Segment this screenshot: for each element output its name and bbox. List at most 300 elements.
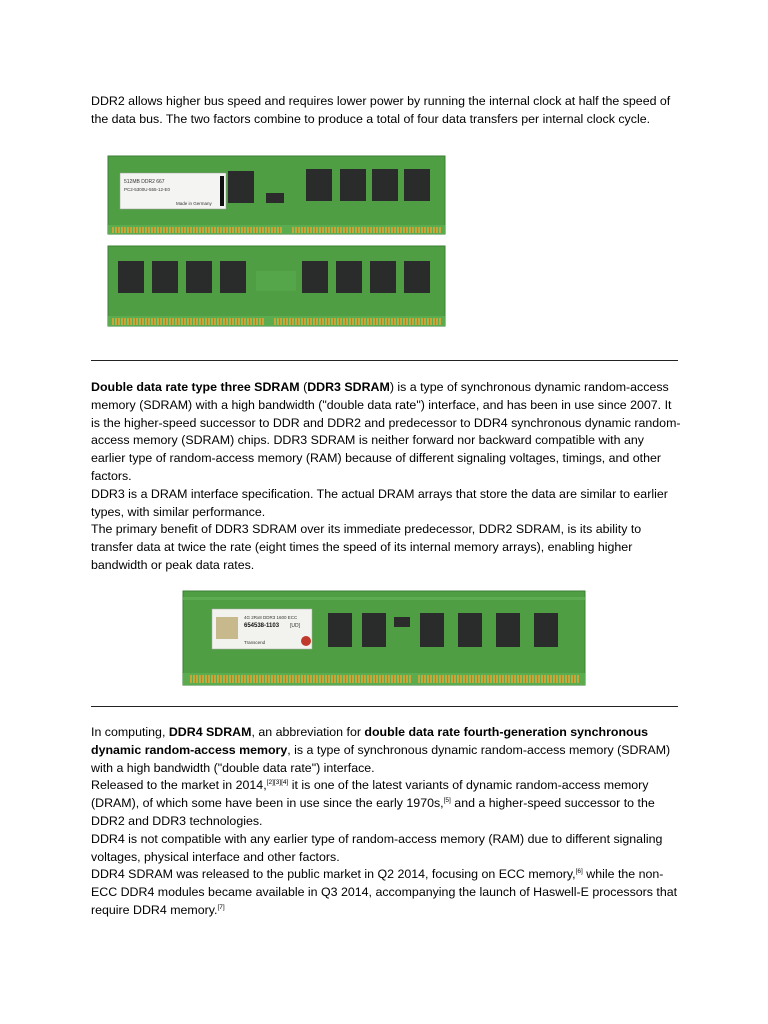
section-divider-1	[91, 360, 678, 361]
gold-contact	[286, 675, 288, 683]
gold-contact	[277, 675, 279, 683]
gold-contact	[181, 227, 183, 233]
gold-contact	[295, 675, 297, 683]
gold-contact	[418, 227, 420, 233]
gold-contact	[298, 675, 300, 683]
gold-contact	[532, 675, 534, 683]
gold-contact	[124, 318, 126, 325]
gold-contact	[199, 227, 201, 233]
gold-contact	[325, 227, 327, 233]
gold-contact	[457, 675, 459, 683]
gold-contact	[217, 675, 219, 683]
gold-contact	[448, 675, 450, 683]
gold-contact	[430, 227, 432, 233]
gold-contact	[373, 227, 375, 233]
gold-contact	[283, 675, 285, 683]
gold-contact	[484, 675, 486, 683]
ddr4-text-abbrev: , an abbreviation for	[251, 725, 365, 739]
gold-contact	[445, 675, 447, 683]
gold-contact	[151, 227, 153, 233]
gold-contact	[373, 318, 375, 325]
gold-contact	[118, 227, 120, 233]
gold-contact	[118, 318, 120, 325]
gold-contact	[436, 675, 438, 683]
gold-contact	[265, 227, 267, 233]
gold-contact	[439, 227, 441, 233]
gold-contact	[256, 227, 258, 233]
gold-contact	[235, 318, 237, 325]
gold-contact	[418, 675, 420, 683]
gold-contact	[409, 227, 411, 233]
gold-contact	[181, 318, 183, 325]
gold-contact	[523, 675, 525, 683]
gold-contact	[166, 318, 168, 325]
gold-contact	[409, 675, 411, 683]
gold-contact	[310, 318, 312, 325]
gold-contact	[355, 227, 357, 233]
gold-contact	[142, 227, 144, 233]
ddr4-paragraph-2	[91, 777, 681, 830]
gold-contact	[190, 318, 192, 325]
gold-contact	[337, 318, 339, 325]
gold-contact	[307, 318, 309, 325]
ddr3-paragraph-2: DDR3 is a DRAM interface specification. The actual DRAM arrays that store the data are similar to earlier types, with similar performance.	[91, 486, 668, 519]
gold-contact	[190, 675, 192, 683]
gold-contact	[430, 318, 432, 325]
gold-contact	[352, 318, 354, 325]
gold-contact	[334, 227, 336, 233]
ddr2-ram-stick-front	[108, 156, 445, 234]
gold-contact	[361, 675, 363, 683]
gold-contact	[421, 227, 423, 233]
gold-contact	[208, 318, 210, 325]
gold-contact	[565, 675, 567, 683]
gold-contact	[259, 675, 261, 683]
gold-contact	[415, 227, 417, 233]
gold-contact	[412, 227, 414, 233]
gold-contact	[253, 227, 255, 233]
gold-contact	[358, 675, 360, 683]
gold-contact	[226, 318, 228, 325]
gold-contact	[400, 675, 402, 683]
gold-contact	[148, 227, 150, 233]
gold-contact	[175, 318, 177, 325]
gold-contact	[340, 227, 342, 233]
gold-contact	[154, 227, 156, 233]
gold-contact	[262, 227, 264, 233]
gold-contact	[223, 227, 225, 233]
gold-contact	[283, 318, 285, 325]
citation-2-3-4[interactable]: [2][3][4]	[266, 779, 289, 787]
gold-contact	[331, 227, 333, 233]
citation-6[interactable]: [6]	[575, 868, 583, 876]
gold-contact	[256, 318, 258, 325]
gold-contact	[343, 318, 345, 325]
gold-contact	[373, 675, 375, 683]
gold-contact	[331, 675, 333, 683]
gold-contact	[433, 227, 435, 233]
gold-contact	[313, 675, 315, 683]
gold-contact	[286, 318, 288, 325]
gold-contact	[127, 318, 129, 325]
gold-contact	[238, 227, 240, 233]
gold-contact	[424, 318, 426, 325]
gold-contact	[241, 675, 243, 683]
gold-contact	[223, 675, 225, 683]
gold-contact	[487, 675, 489, 683]
gold-contact	[403, 227, 405, 233]
gold-contact	[571, 675, 573, 683]
gold-contact	[271, 675, 273, 683]
ddr2-label-line-3: Made in Germany	[176, 201, 212, 206]
gold-contact	[178, 318, 180, 325]
gold-contact	[157, 318, 159, 325]
gold-contact	[304, 318, 306, 325]
gold-contact	[241, 227, 243, 233]
gold-contact	[220, 318, 222, 325]
gold-contact	[391, 227, 393, 233]
gold-contact	[193, 318, 195, 325]
gold-contact	[364, 227, 366, 233]
gold-contact	[223, 318, 225, 325]
gold-contact	[229, 318, 231, 325]
gold-contact	[274, 318, 276, 325]
gold-contact	[244, 318, 246, 325]
gold-contact	[367, 318, 369, 325]
gold-contact	[427, 318, 429, 325]
gold-contact	[376, 227, 378, 233]
ddr3-label-line-2: 654538-1103	[244, 623, 280, 629]
gold-contact	[154, 318, 156, 325]
gold-contact	[346, 675, 348, 683]
gold-contact	[406, 675, 408, 683]
gold-contact	[478, 675, 480, 683]
gold-contact	[502, 675, 504, 683]
ddr3-label-line-1: 4G 2Rx8 DDR3 1600 ECC	[244, 615, 298, 620]
ddr2-label-line-1: 512MB DDR2 667	[124, 179, 165, 185]
gold-contact	[424, 227, 426, 233]
gold-contact	[403, 318, 405, 325]
gold-contact	[289, 318, 291, 325]
gold-contact	[391, 318, 393, 325]
gold-contact	[241, 318, 243, 325]
gold-contact	[439, 675, 441, 683]
gold-contact	[400, 318, 402, 325]
ddr2-paragraph	[91, 93, 681, 129]
gold-contact	[370, 675, 372, 683]
gold-contact	[250, 318, 252, 325]
gold-contact	[304, 227, 306, 233]
gold-contact	[163, 227, 165, 233]
gold-contact	[274, 675, 276, 683]
gold-contact	[520, 675, 522, 683]
gold-contact	[307, 227, 309, 233]
gold-contact	[418, 318, 420, 325]
gold-contact	[160, 227, 162, 233]
gold-contact	[316, 675, 318, 683]
ddr4-term-full: double data rate fourth-generation synchronous dynamic random-access memory	[91, 725, 649, 757]
gold-contact	[379, 675, 381, 683]
gold-contact	[169, 318, 171, 325]
gold-contact	[460, 675, 462, 683]
gold-contact	[205, 318, 207, 325]
gold-contact	[382, 318, 384, 325]
gold-contact	[331, 318, 333, 325]
gold-contact	[250, 227, 252, 233]
gold-contact	[493, 675, 495, 683]
gold-contact	[289, 675, 291, 683]
gold-contact	[214, 675, 216, 683]
gold-contact	[295, 227, 297, 233]
gold-contact	[268, 227, 270, 233]
gold-contact	[169, 227, 171, 233]
section-divider-2	[91, 706, 678, 707]
gold-contact	[265, 675, 267, 683]
gold-contact	[403, 675, 405, 683]
gold-contact	[454, 675, 456, 683]
ddr2-ram-stick-back	[108, 246, 445, 326]
gold-contact	[316, 227, 318, 233]
ddr4-p4-text-2: while the non-ECC DDR4 modules became available in Q3 2014, accompanying the launch of Haswell-E processors that require DDR4 memory.	[91, 867, 678, 917]
ddr3-section	[91, 379, 681, 575]
gold-contact	[304, 675, 306, 683]
gold-contact	[352, 675, 354, 683]
gold-contact	[136, 227, 138, 233]
gold-contact	[229, 227, 231, 233]
gold-contact	[196, 318, 198, 325]
gold-contact	[361, 227, 363, 233]
gold-contact	[205, 227, 207, 233]
ddr3-label-line-4: Transcend	[244, 640, 266, 645]
ddr2-text: DDR2 allows higher bus speed and requires lower power by running the internal clock at half the speed of the data bus. The two factors combine to produce a total of four data transfers per internal clock cycle.	[91, 94, 671, 126]
gold-contact	[247, 675, 249, 683]
gold-contact	[394, 227, 396, 233]
gold-contact	[127, 227, 129, 233]
gold-contact	[451, 675, 453, 683]
gold-contact	[547, 675, 549, 683]
gold-contact	[388, 675, 390, 683]
gold-contact	[217, 318, 219, 325]
gold-contact	[496, 675, 498, 683]
gold-contact	[199, 675, 201, 683]
gold-contact	[202, 675, 204, 683]
gold-contact	[358, 227, 360, 233]
ddr4-text-intro: In computing,	[91, 725, 169, 739]
gold-contact	[262, 318, 264, 325]
citation-7[interactable]: [7]	[217, 903, 225, 911]
gold-contact	[139, 318, 141, 325]
gold-contact	[376, 318, 378, 325]
gold-contact	[292, 227, 294, 233]
ddr4-section	[91, 724, 681, 920]
gold-contact	[172, 227, 174, 233]
gold-contact	[292, 318, 294, 325]
gold-contact	[436, 318, 438, 325]
gold-contact	[325, 675, 327, 683]
gold-contact	[340, 318, 342, 325]
gold-contact	[475, 675, 477, 683]
gold-contact	[544, 675, 546, 683]
gold-contact	[370, 318, 372, 325]
gold-contact	[313, 227, 315, 233]
gold-contact	[184, 227, 186, 233]
gold-contact	[232, 675, 234, 683]
gold-contact	[394, 675, 396, 683]
gold-contact	[280, 675, 282, 683]
gold-contact	[193, 227, 195, 233]
gold-contact	[508, 675, 510, 683]
gold-contact	[379, 227, 381, 233]
gold-contact	[337, 675, 339, 683]
gold-contact	[262, 675, 264, 683]
gold-contact	[214, 318, 216, 325]
ddr3-paragraph-1-body: ) is a type of synchronous dynamic random-access memory (SDRAM) with a high bandwidth ("double data rate") interface, and has been in use since 2007. It is the higher-speed successor to DDR and DDR2 and predecessor to DDR4 synchronous dynamic random-access memory (SDRAM) chips. DDR3 SDRAM is neither forward nor backward compatible with any earlier type of random-access memory (RAM) because of different signaling voltages, timings, and other factors.	[91, 380, 681, 483]
gold-contact	[316, 318, 318, 325]
gold-contact	[397, 227, 399, 233]
gold-contact	[211, 227, 213, 233]
gold-contact	[232, 227, 234, 233]
ddr3-paragraph-3: The primary benefit of DDR3 SDRAM over its immediate predecessor, DDR2 SDRAM, is its ability to transfer data at twice the rate (eight times the speed of its internal memory arrays), enabling higher bandwidth or peak data rates.	[91, 522, 642, 572]
gold-contact	[382, 675, 384, 683]
gold-contact	[157, 227, 159, 233]
gold-contact	[208, 227, 210, 233]
gold-contact	[391, 675, 393, 683]
gold-contact	[346, 227, 348, 233]
gold-contact	[343, 675, 345, 683]
gold-contact	[379, 318, 381, 325]
gold-contact	[310, 227, 312, 233]
gold-contact	[427, 675, 429, 683]
gold-contact	[319, 318, 321, 325]
gold-contact	[220, 227, 222, 233]
gold-contact	[424, 675, 426, 683]
gold-contact	[238, 675, 240, 683]
gold-contact	[205, 675, 207, 683]
gold-contact	[433, 675, 435, 683]
gold-contact	[343, 227, 345, 233]
gold-contact	[175, 227, 177, 233]
gold-contact	[307, 675, 309, 683]
gold-contact	[301, 227, 303, 233]
gold-contact	[349, 318, 351, 325]
gold-contact	[274, 227, 276, 233]
gold-contact	[355, 318, 357, 325]
gold-contact	[145, 227, 147, 233]
ddr4-p2-text-3: and a higher-speed successor to the DDR2 and DDR3 technologies.	[91, 796, 655, 828]
gold-contact	[319, 675, 321, 683]
ddr3-paragraph-1	[91, 379, 681, 486]
gold-contact	[277, 227, 279, 233]
gold-contact	[211, 675, 213, 683]
gold-contact	[400, 227, 402, 233]
gold-contact	[214, 227, 216, 233]
gold-contact	[163, 318, 165, 325]
gold-contact	[292, 675, 294, 683]
gold-contact	[328, 227, 330, 233]
gold-contact	[415, 318, 417, 325]
gold-contact	[271, 227, 273, 233]
gold-contact	[358, 318, 360, 325]
ddr2-label-line-2: PC2-5300U-555-12-E0	[124, 187, 171, 192]
gold-contact	[334, 318, 336, 325]
gold-contact	[295, 318, 297, 325]
ddr4-paragraph-3: DDR4 is not compatible with any earlier type of random-access memory (RAM) due to different signaling voltages, physical interface and other factors.	[91, 831, 663, 864]
gold-contact	[556, 675, 558, 683]
ddr3-text-paren: (	[299, 380, 308, 394]
gold-contact	[256, 675, 258, 683]
gold-contact	[469, 675, 471, 683]
gold-contact	[226, 227, 228, 233]
gold-contact	[112, 318, 114, 325]
gold-contact	[394, 318, 396, 325]
gold-contact	[130, 227, 132, 233]
gold-contact	[178, 227, 180, 233]
gold-contact	[115, 318, 117, 325]
gold-contact	[490, 675, 492, 683]
citation-5[interactable]: [5]	[443, 797, 451, 805]
gold-contact	[559, 675, 561, 683]
gold-contact	[184, 318, 186, 325]
gold-contact	[562, 675, 564, 683]
gold-contact	[433, 318, 435, 325]
gold-contact	[277, 318, 279, 325]
gold-contact	[280, 318, 282, 325]
gold-contact	[220, 675, 222, 683]
gold-contact	[235, 227, 237, 233]
gold-contact	[166, 227, 168, 233]
gold-contact	[376, 675, 378, 683]
gold-contact	[367, 675, 369, 683]
gold-contact	[199, 318, 201, 325]
ddr2-ram-image	[106, 153, 448, 331]
gold-contact	[514, 675, 516, 683]
gold-contact	[253, 675, 255, 683]
gold-contact	[124, 227, 126, 233]
gold-contact	[355, 675, 357, 683]
gold-contact	[499, 675, 501, 683]
gold-contact	[322, 227, 324, 233]
ddr4-term-short: DDR4 SDRAM	[168, 725, 252, 739]
gold-contact	[541, 675, 543, 683]
gold-contact	[370, 227, 372, 233]
ddr3-ram-image	[182, 589, 587, 689]
ddr4-paragraph-4	[91, 866, 681, 919]
gold-contact	[481, 675, 483, 683]
gold-contact	[550, 675, 552, 683]
gold-contact	[202, 227, 204, 233]
gold-contact	[190, 227, 192, 233]
gold-contact	[535, 675, 537, 683]
gold-contact	[328, 318, 330, 325]
gold-contact	[328, 675, 330, 683]
gold-contact	[511, 675, 513, 683]
gold-contact	[349, 675, 351, 683]
gold-contact	[130, 318, 132, 325]
gold-contact	[172, 318, 174, 325]
gold-contact	[268, 675, 270, 683]
gold-contact	[208, 675, 210, 683]
gold-contact	[301, 318, 303, 325]
gold-contact	[145, 318, 147, 325]
gold-contact	[301, 675, 303, 683]
gold-contact	[430, 675, 432, 683]
gold-contact	[121, 318, 123, 325]
gold-contact	[151, 318, 153, 325]
gold-contact	[361, 318, 363, 325]
gold-contact	[160, 318, 162, 325]
gold-contact	[121, 227, 123, 233]
gold-contact	[553, 675, 555, 683]
